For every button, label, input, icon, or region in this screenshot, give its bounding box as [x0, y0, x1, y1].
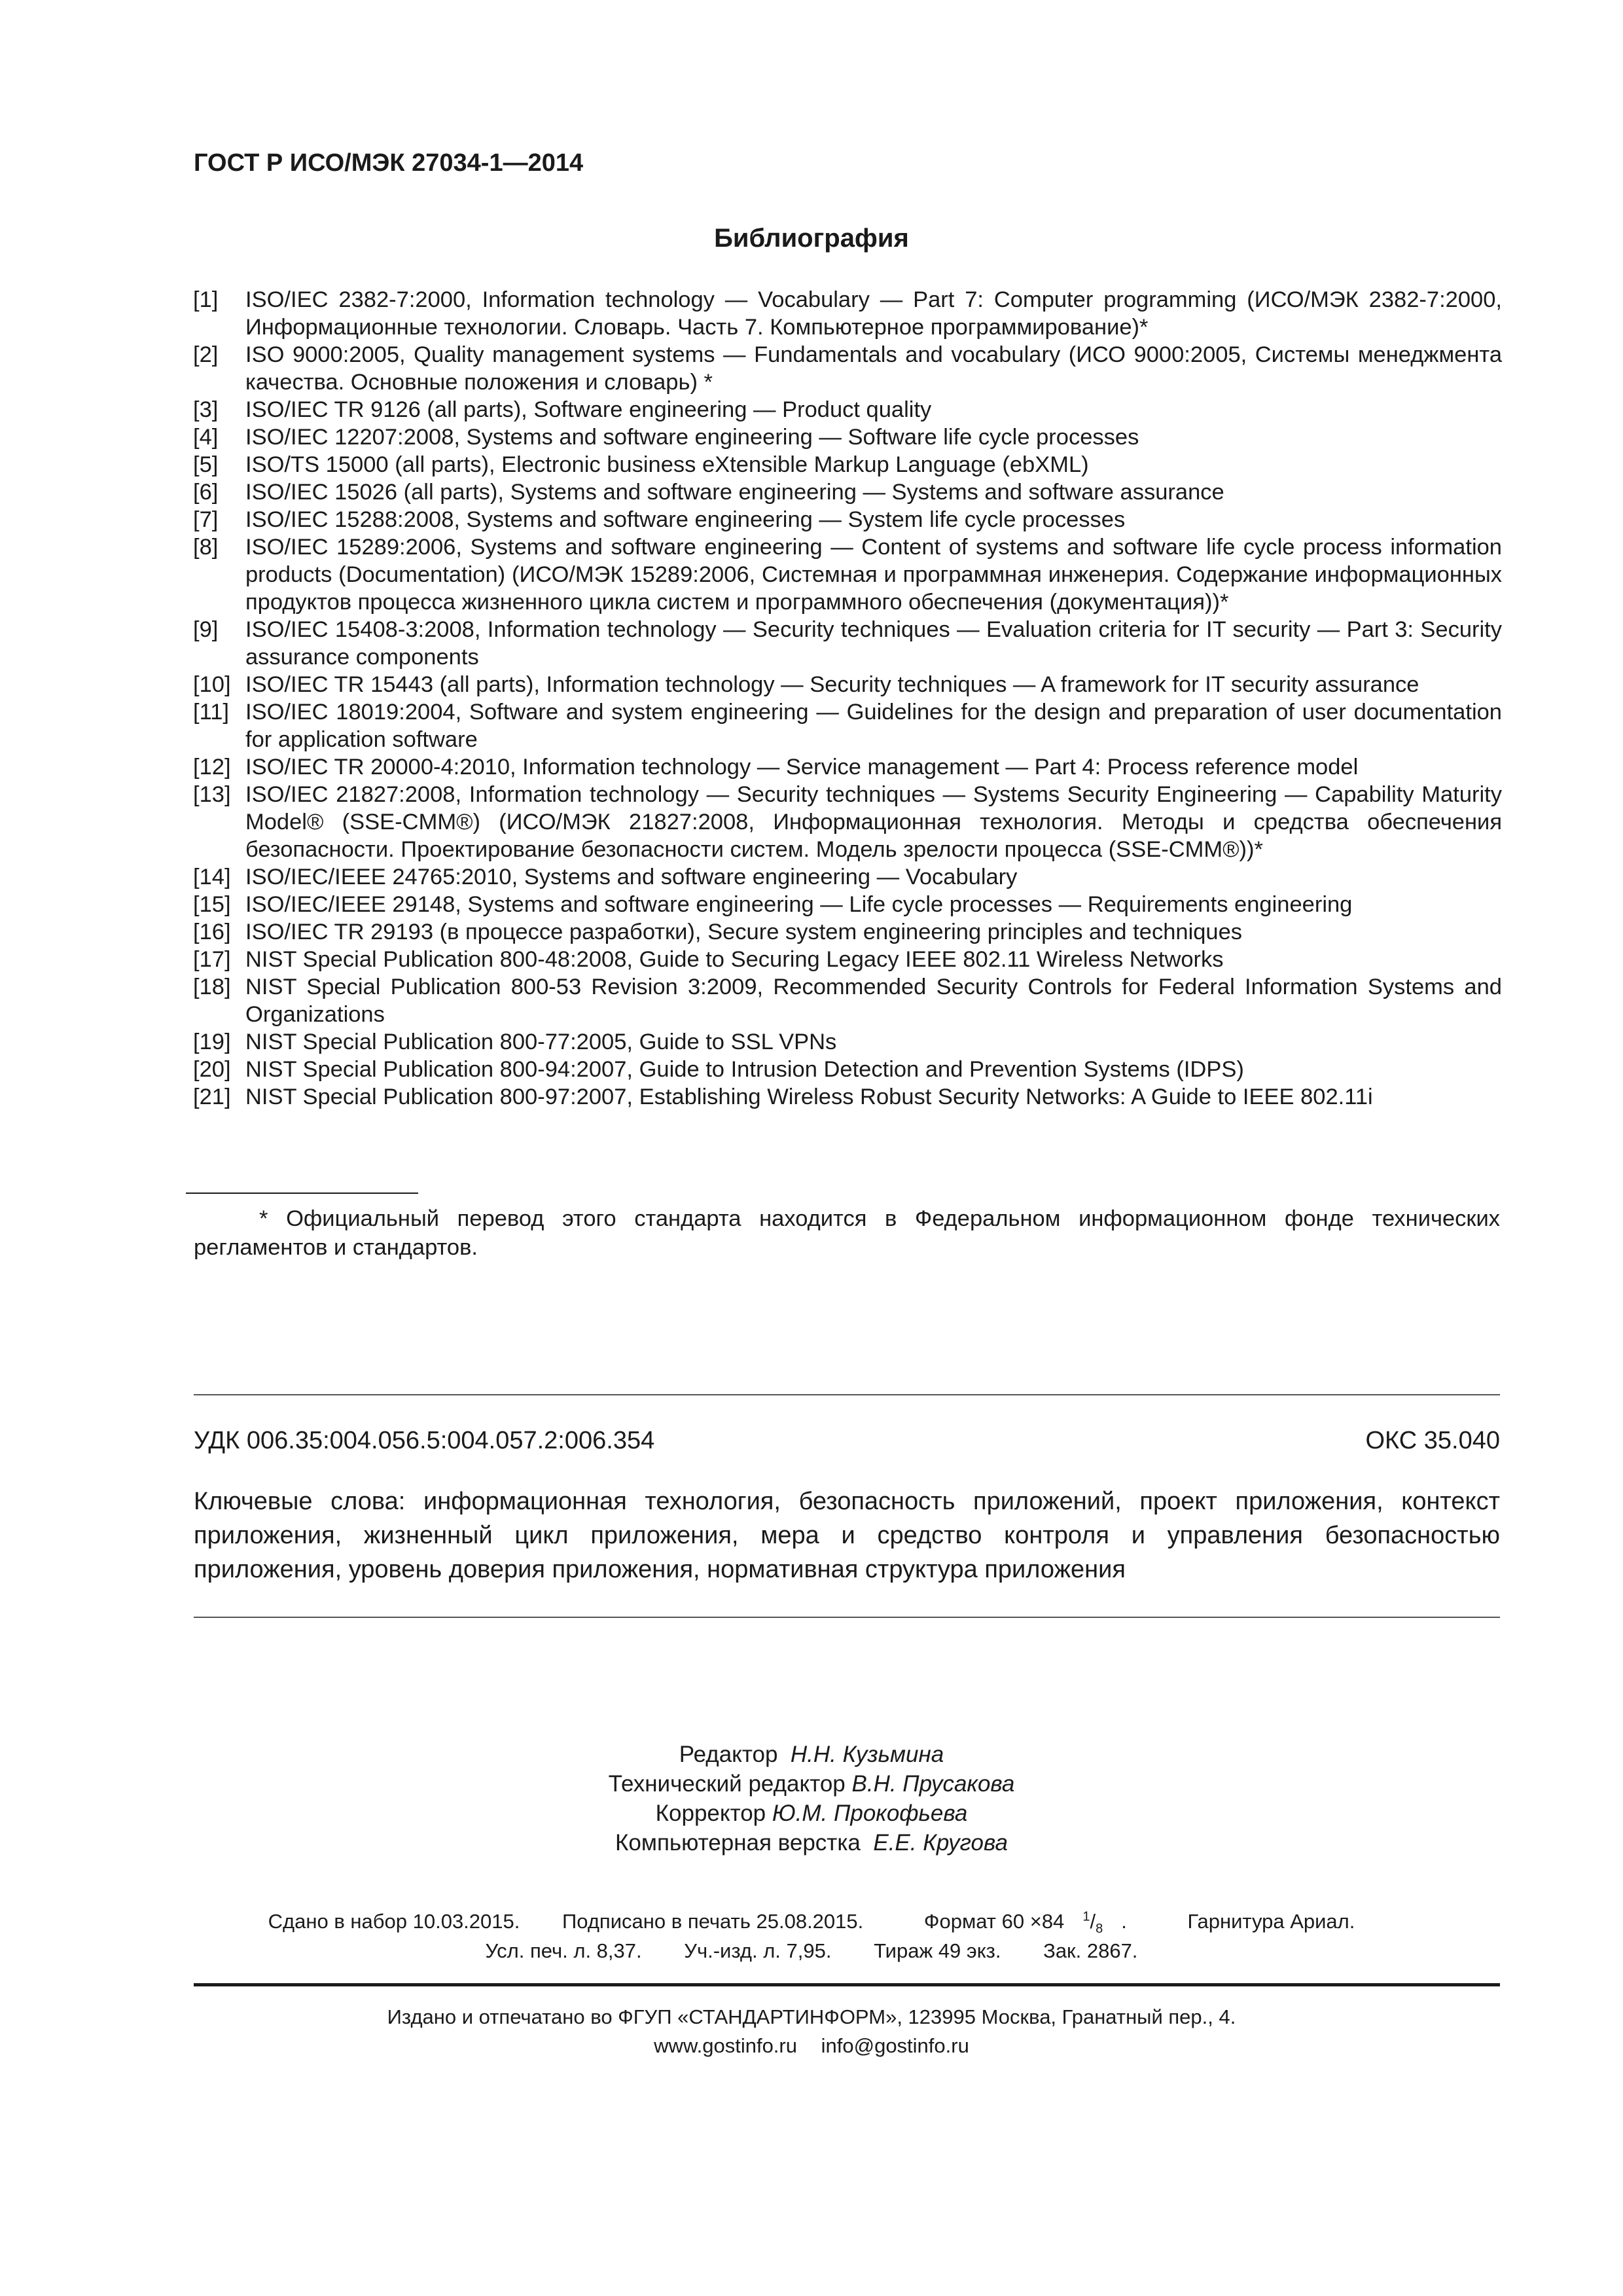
bibliography-entry	[193, 1056, 1502, 1083]
bibliography-entry	[193, 341, 1502, 396]
entry-text: ISO 9000:2005, Quality management systems — Fundamentals and vocabulary (ИСО 9000:2005, Системы менеджмента качества. Основные положения и словарь) *	[245, 342, 1502, 395]
entry-text: ISO/IEC 21827:2008, Information technology — Security techniques — Systems Security Engineering — Capability Maturity Model® (SSE-CMM®) (ИСО/МЭК 21827:2008, Информационная технология. Методы и средства обеспечения безопасности. Проектирование безопасности систем. Модель зрелости процесса (SSE-CMM®))*	[245, 782, 1502, 862]
entry-text: ISO/IEC TR 15443 (all parts), Information technology — Security techniques — A framework for IT security assurance	[245, 672, 1419, 697]
publisher-website[interactable]: www.gostinfo.ru	[654, 2034, 797, 2057]
publisher-contacts	[0, 2032, 1623, 2060]
bibliography-entry	[193, 286, 1502, 341]
bibliography-entry	[193, 863, 1502, 891]
credit-line: Корректор Ю.М. Прокофьева	[655, 1801, 968, 1826]
entry-number: [19]	[193, 1030, 231, 1054]
bibliography-entry	[193, 1083, 1502, 1111]
entry-text: ISO/IEC 15026 (all parts), Systems and software engineering — Systems and software assurance	[245, 480, 1224, 505]
credits	[0, 1740, 1623, 1857]
entry-text: ISO/IEC 15289:2006, Systems and software engineering — Content of systems and software life cycle process information products (Documentation) (ИСО/МЭК 15289:2006, Системная и программная инженерия. Содержание информационных продуктов процесса жизненного цикла систем и программного обеспечения (документация))*	[245, 535, 1502, 615]
entry-number: [21]	[193, 1085, 231, 1109]
bibliography-list	[193, 286, 1502, 1111]
entry-text: NIST Special Publication 800-97:2007, Establishing Wireless Robust Security Networks: A Guide to IEEE 802.11i	[245, 1085, 1373, 1109]
entry-text: ISO/IEC 18019:2004, Software and system engineering — Guidelines for the design and preparation of user documentation for application software	[245, 700, 1502, 752]
credit-line: Компьютерная верстка Е.Е. Кругова	[615, 1830, 1008, 1856]
entry-number: [3]	[193, 397, 219, 422]
entry-text: NIST Special Publication 800-94:2007, Guide to Intrusion Detection and Prevention Systems (IDPS)	[245, 1057, 1244, 1082]
entry-text: ISO/IEC 15408-3:2008, Information technology — Security techniques — Evaluation criteria for IT security — Part 3: Security assurance components	[245, 617, 1502, 670]
entry-text: ISO/IEC 2382-7:2000, Information technology — Vocabulary — Part 7: Computer programming (ИСО/МЭК 2382-7:2000, Информационные технологии. Словарь. Часть 7. Компьютерное программирование)*	[245, 287, 1502, 340]
credit-line: Редактор Н.Н. Кузьмина	[679, 1742, 944, 1767]
bibliography-entry	[193, 698, 1502, 753]
entry-text: ISO/IEC 12207:2008, Systems and software engineering — Software life cycle processes	[245, 425, 1139, 450]
bibliography-entry	[193, 753, 1502, 781]
separator-thick	[194, 1983, 1500, 1986]
entry-number: [6]	[193, 480, 219, 505]
entry-number: [20]	[193, 1057, 231, 1082]
bibliography-title: Библиография	[714, 224, 909, 253]
print-info-line-2	[0, 1939, 1623, 1963]
entry-text: ISO/IEC/IEEE 24765:2010, Systems and software engineering — Vocabulary	[245, 865, 1018, 889]
entry-number: [9]	[193, 617, 219, 642]
bibliography-entry	[193, 781, 1502, 863]
entry-number: [15]	[193, 892, 231, 917]
footnote: * Официальный перевод этого стандарта находится в Федеральном информационном фонде технических регламентов и стандартов.	[194, 1206, 1500, 1260]
print-sheets: Усл. печ. л. 8,37.	[485, 1939, 642, 1962]
separator-bottom	[194, 1617, 1500, 1618]
separator-top	[194, 1394, 1500, 1395]
bibliography-entry	[193, 616, 1502, 671]
bibliography-entry	[193, 891, 1502, 918]
oks-code: ОКС 35.040	[1365, 1427, 1500, 1454]
entry-text: ISO/IEC/IEEE 29148, Systems and software engineering — Life cycle processes — Requirements engineering	[245, 892, 1353, 917]
signed-date: Подписано в печать 25.08.2015.	[562, 1910, 864, 1933]
entry-number: [8]	[193, 535, 219, 560]
entry-text: NIST Special Publication 800-53 Revision 3:2009, Recommended Security Controls for Federal Information Systems and Organizations	[245, 975, 1502, 1027]
entry-number: [18]	[193, 975, 231, 999]
bibliography-entry	[193, 451, 1502, 478]
entry-number: [16]	[193, 920, 231, 944]
entry-number: [2]	[193, 342, 219, 367]
print-info-line-1	[0, 1910, 1623, 1937]
entry-text: ISO/IEC 15288:2008, Systems and software engineering — System life cycle processes	[245, 507, 1126, 532]
bibliography-entry	[193, 533, 1502, 616]
doc-code-header: ГОСТ Р ИСО/МЭК 27034-1—2014	[194, 149, 584, 177]
bibliography-entry	[193, 396, 1502, 423]
udk-code: УДК 006.35:004.056.5:004.057.2:006.354	[194, 1427, 655, 1454]
entry-text: NIST Special Publication 800-77:2005, Guide to SSL VPNs	[245, 1030, 837, 1054]
bibliography-entry	[193, 506, 1502, 533]
bibliography-entry	[193, 478, 1502, 506]
order-number: Зак. 2867.	[1043, 1939, 1138, 1962]
entry-text: ISO/IEC TR 29193 (в процессе разработки), Secure system engineering principles and techniques	[245, 920, 1243, 944]
entry-text: NIST Special Publication 800-48:2008, Guide to Securing Legacy IEEE 802.11 Wireless Networks	[245, 947, 1224, 972]
circulation: Тираж 49 экз.	[874, 1939, 1001, 1962]
bibliography-entry	[193, 973, 1502, 1028]
entry-text: ISO/TS 15000 (all parts), Electronic business eXtensible Markup Language (ebXML)	[245, 452, 1089, 477]
entry-number: [11]	[193, 700, 229, 725]
keywords: Ключевые слова: информационная технология, безопасность приложений, проект приложения, контекст приложения, жизненный цикл приложения, мера и средство контроля и управления безопасностью приложения, уровень доверия приложения, нормативная структура приложения	[194, 1488, 1500, 1583]
bibliography-entry	[193, 1028, 1502, 1056]
publisher-line: Издано и отпечатано во ФГУП «СТАНДАРТИНФОРМ», 123995 Москва, Гранатный пер., 4.	[387, 2005, 1236, 2028]
paper-format: Формат 60 ×84 $^1/_8$ .	[923, 1910, 1127, 1937]
bibliography-entry	[193, 918, 1502, 946]
entry-number: [13]	[193, 782, 231, 807]
typeface: Гарнитура Ариал.	[1187, 1910, 1355, 1933]
entry-number: [7]	[193, 507, 219, 532]
bibliography-entry	[193, 671, 1502, 698]
entry-text: ISO/IEC TR 9126 (all parts), Software engineering — Product quality	[245, 397, 932, 422]
bibliography-entry	[193, 946, 1502, 973]
entry-number: [10]	[193, 672, 231, 697]
credit-line: Технический редактор В.Н. Прусакова	[608, 1771, 1015, 1797]
entry-number: [17]	[193, 947, 231, 972]
entry-number: [14]	[193, 865, 231, 889]
entry-number: [5]	[193, 452, 219, 477]
entry-text: ISO/IEC TR 20000-4:2010, Information technology — Service management — Part 4: Process reference model	[245, 755, 1359, 780]
publisher-email[interactable]: info@gostinfo.ru	[821, 2034, 969, 2057]
footnote-rule	[186, 1193, 418, 1194]
entry-number: [1]	[193, 287, 219, 312]
entry-number: [12]	[193, 755, 231, 780]
publisher-info	[0, 2003, 1623, 2060]
publ-sheets: Уч.-изд. л. 7,95.	[684, 1939, 832, 1962]
submitted-date: Сдано в набор 10.03.2015.	[268, 1910, 520, 1933]
entry-number: [4]	[193, 425, 219, 450]
bibliography-entry	[193, 423, 1502, 451]
